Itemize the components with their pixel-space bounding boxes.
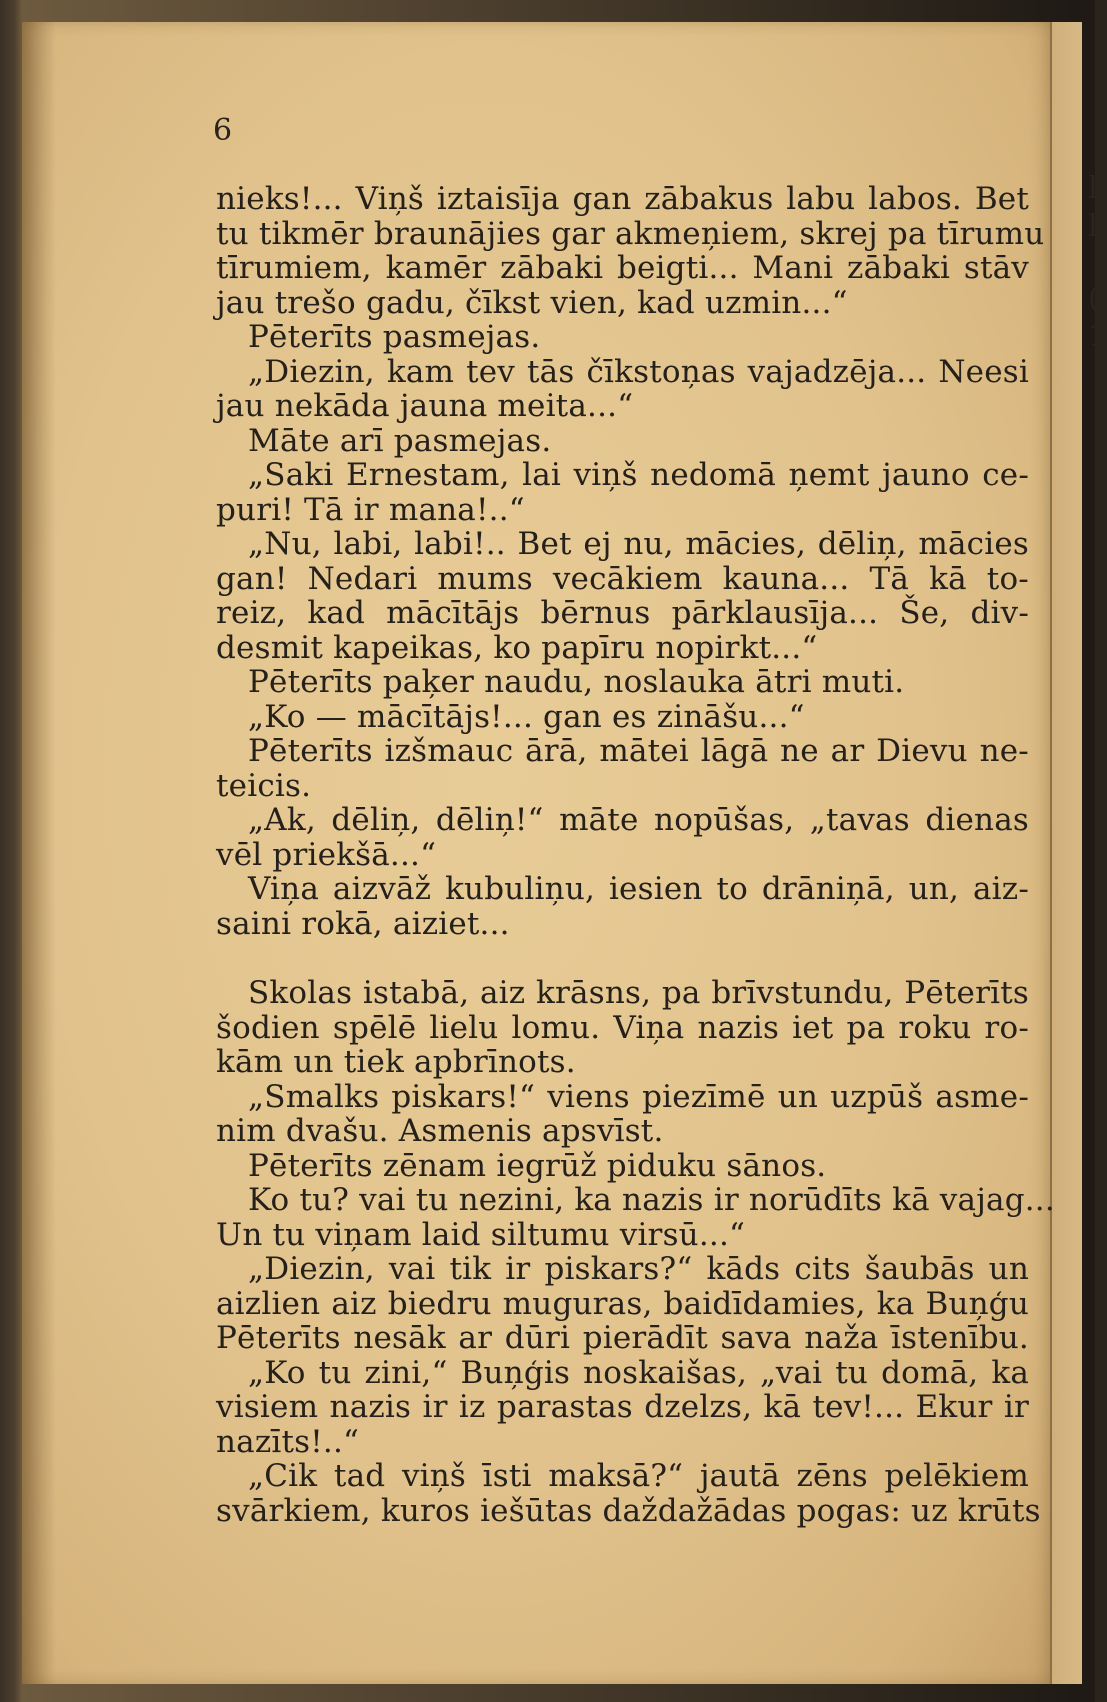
text-line: Pēterīts paķer naudu, noslauka ātri muti. <box>248 664 905 700</box>
body-text <box>216 181 1055 1529</box>
text-line: „Ko tu zini,“ Buņģis noskaišas, „vai tu domā, ka <box>248 1354 1029 1391</box>
adjacent-page-fragment: ( <box>1088 281 1100 316</box>
page-binding-shadow <box>22 22 56 1684</box>
text-line: šodien spēlē lielu lomu. Viņa nazis iet pa roku ro- <box>216 1009 1029 1046</box>
text-line: puri! Tā ir mana!..“ <box>216 491 525 528</box>
text-line: „Ko — mācītājs!... gan es zināšu...“ <box>248 698 805 735</box>
text-line: jau nekāda jauna meita...“ <box>216 388 634 424</box>
text-line: „Smalks piskars!“ viens piezīmē un uzpūš asme- <box>248 1078 1029 1115</box>
adjacent-page-fragment: l <box>1088 171 1098 206</box>
text-line: tu tikmēr braunājies gar akmeņiem, skrej pa tīrumu <box>216 215 1045 252</box>
text-line: Viņa aizvāž kubuliņu, iesien to drāniņā, un, aiz- <box>248 871 1029 907</box>
text-line: „Diezin, kam tev tās čīkstoņas vajadzēja... Neesi <box>248 353 1029 390</box>
text-line: Pēterīts nesāk ar dūri pierādīt sava naža īstenību. <box>216 1320 1029 1356</box>
text-line: svārkiem, kuros iešūtas daždažādas pogas: uz krūts <box>216 1492 1041 1529</box>
text-line: Māte arī pasmejas. <box>248 422 552 459</box>
text-line: jau trešo gadu, čīkst vien, kad uzmin...“ <box>216 284 848 321</box>
text-line: „Diezin, vai tik ir piskars?“ kāds cits šaubās un <box>248 1251 1029 1287</box>
section-break <box>216 941 1029 976</box>
text-line: Skolas istabā, aiz krāsns, pa brīvstundu, Pēterīts <box>248 975 1029 1011</box>
text-line: Un tu viņam laid siltumu virsū...“ <box>216 1216 746 1253</box>
text-line: vēl priekšā...“ <box>216 836 437 873</box>
text-line: visiem nazis ir iz parastas dzelzs, kā tev!... Ekur ir <box>216 1389 1029 1425</box>
text-line: Pēterīts pasmejas. <box>248 319 541 355</box>
text-line: tīrumiem, kamēr zābaki beigti... Mani zābaki stāv <box>216 250 1029 286</box>
text-line: teicis. <box>216 767 312 804</box>
text-line: kām un tiek apbrīnots. <box>216 1044 576 1080</box>
text-line: „Nu, labi, labi!.. Bet ej nu, mācies, dēliņ, mācies <box>248 526 1029 562</box>
text-line: desmit kapeikas, ko papīru nopirkt...“ <box>216 629 818 666</box>
text-line: saini rokā, aiziet... <box>216 905 510 942</box>
text-line: reiz, kad mācītājs bērnus pārklausīja... Še, div- <box>216 595 1029 631</box>
adjacent-page-edge <box>1050 22 1107 1684</box>
text-line: Pēterīts zēnam iegrūž piduku sānos. <box>248 1147 827 1184</box>
text-line: „Cik tad viņš īsti maksā?“ jautā zēns pelēkiem <box>248 1458 1029 1494</box>
page-number: 6 <box>213 113 233 148</box>
text-line: Ko tu? vai tu nezini, ka nazis ir norūdīts kā vajag... <box>248 1182 1055 1218</box>
text-line: „Ak, dēliņ, dēliņ!“ māte nopūšas, „tavas dienas <box>248 802 1029 838</box>
adjacent-page-fragment: k <box>1088 209 1107 244</box>
text-line: „Saki Ernestam, lai viņš nedomā ņemt jauno ce- <box>248 457 1029 493</box>
adjacent-page-fragment: 1 <box>1088 319 1107 354</box>
text-line: gan! Nedari mums vecākiem kauna... Tā kā to- <box>216 560 1029 597</box>
text-line: aizlien aiz biedru muguras, baidīdamies, ka Buņģu <box>216 1285 1029 1322</box>
text-line: nieks!... Viņš iztaisīja gan zābakus labu labos. Bet <box>216 181 1029 217</box>
text-line: nazīts!..“ <box>216 1423 360 1460</box>
text-line: nim dvašu. Asmenis apsvīst. <box>216 1113 664 1149</box>
text-line: Pēterīts izšmauc ārā, mātei lāgā ne ar Dievu ne- <box>248 733 1029 769</box>
